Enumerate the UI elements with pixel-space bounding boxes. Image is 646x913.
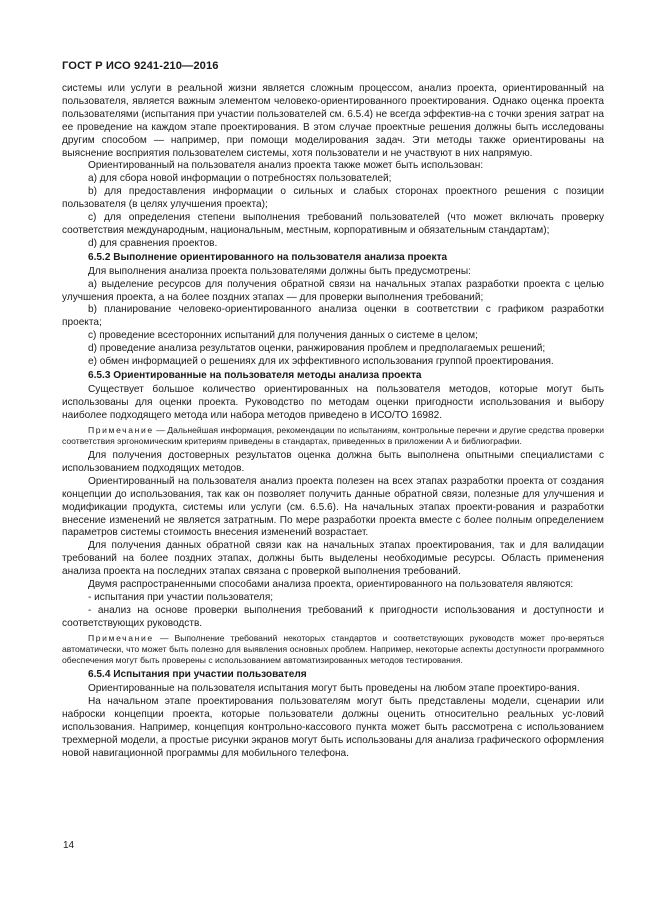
paragraph: Ориентированный на пользователя анализ проекта также может быть использован: <box>88 160 484 172</box>
paragraph: е) обмен информацией о решениях для их эффективного использования группой проектирования. <box>88 356 554 368</box>
paragraph: Для выполнения анализа проекта пользователями должны быть предусмотрены: <box>88 265 471 277</box>
paragraph: Существует большое количество ориентированных на пользователя методов, которые могут быть использованы для оценки проекта. Руководство по методам оценки пригодности использования и выбору наиболее подходящего метода или набора методов приведено в ИСО/ТО 16982. <box>62 383 604 421</box>
paragraph: с) проведение всесторонних испытаний для получения данных о системе в целом; <box>88 330 478 342</box>
document-body <box>62 83 604 761</box>
section-heading: 6.5.2 Выполнение ориентированного на пользователя анализа проекта <box>88 251 448 263</box>
section-heading: 6.5.3 Ориентированные на пользователя методы анализа проекта <box>88 369 422 381</box>
paragraph: Для получения достоверных результатов оценка должна быть выполнена опытными специалистами с использованием подходящих методов. <box>62 449 604 474</box>
section-heading: 6.5.4 Испытания при участии пользователя <box>88 669 307 681</box>
note-text: — Выполнение требований некоторых стандартов и соответствующих руководств может про-веряться автоматически, что может быть полезно для выявления основных проблем. Например, некоторые аспекты доступности программного обеспечения могут быть проверены с использованием автоматизированных методов тестирования. <box>62 632 604 666</box>
paragraph: Ориентированные на пользователя испытания могут быть проведены на любом этапе проектиро-вания. <box>88 683 580 695</box>
paragraph: Ориентированный на пользователя анализ проекта полезен на всех этапах разработки проекта от создания концепции до использования, так как он позволяет получить данные обратной связи, полезные для улучшения и модификации продукта, системы или услуги (см. 6.5.6). На начальных этапах проекти-рования и разработки внесение изменений не является затратным. По мере разработки проекта вместе с более полным определением параметров системы стоимость внесения изменений возрастает. <box>62 475 604 539</box>
paragraph: На начальном этапе проектирования пользователям могут быть представлены модели, сценарии или наброски концепции проекта, которые пользователи должны оценить относительно реальных ус-ловий использования. Например, концепция контрольно-кассового пункта может быть рассмотрена с использованием трехмерной модели, а простые рисунки экранов могут быть использованы для анализа графического оформления новой навигационной программы для мобильного телефона. <box>62 696 604 759</box>
note <box>62 633 604 667</box>
paragraph: b) для предоставления информации о сильных и слабых сторонах проектного решения с позиции пользователя (в целях улучшения проекта); <box>62 186 604 211</box>
paragraph: - анализ на основе проверки выполнения требований к пригодности использования и доступности и соответствующих руководств. <box>62 604 604 629</box>
paragraph: d) проведение анализа результатов оценки, ранжирования проблем и предполагаемых решений; <box>88 343 546 355</box>
paragraph: системы или услуги в реальной жизни является сложным процессом, анализ проекта, ориентированный на пользователя, является важным элементом человеко-ориентированного проектирования. Однако оценка проекта пользователями (испытания при участии пользователей см. 6.5.4) не всегда эффектив-на с точки зрения затрат на ее проведение на каждом этапе проектирования. В этом случае проектные решения должны быть исследованы другим способом — например, при помощи моделирования задач. Эти методы также ориентированы на выяснение восприятия пользователем системы, хотя пользователи и не участвуют в них напрямую. <box>62 83 604 159</box>
paragraph: а) выделение ресурсов для получения обратной связи на начальных этапах разработки проекта с целью улучшения проекта, а на более поздних этапах — для проверки выполнения требований; <box>62 278 604 303</box>
paragraph: а) для сбора новой информации о потребностях пользователей; <box>88 173 392 185</box>
paragraph: Двумя распространенными способами анализа проекта, ориентированного на пользователя являются: <box>88 579 574 591</box>
note <box>62 425 604 447</box>
note-label: Примечание <box>88 632 154 643</box>
paragraph: b) планирование человеко-ориентированного анализа оценки в соответствии с графиком разработки проекта; <box>62 304 604 329</box>
paragraph: d) для сравнения проектов. <box>88 237 218 249</box>
paragraph: - испытания при участии пользователя; <box>88 591 274 603</box>
page-number: 14 <box>63 840 75 851</box>
paragraph: с) для определения степени выполнения требований пользователей (что может включать проверку соответствия международным, национальным, местным, корпоративным и обязательным стандартам); <box>62 212 604 236</box>
document-header: ГОСТ Р ИСО 9241-210—2016 <box>62 60 219 72</box>
paragraph: Для получения данных обратной связи как на начальных этапах проектирования, так и для валидации требований на более поздних этапах, должны быть выделены необходимые ресурсы. Область применения анализа проекта на последних этапах связана с проверкой выполнения требований. <box>62 540 604 578</box>
note-label: Примечание <box>88 424 154 435</box>
note-text: — Дальнейшая информация, рекомендации по испытаниям, контрольные перечни и другие средства проверки соответствия эргономическим критериям приведены в стандартах, приведенных в приложении А и библиографии. <box>62 424 604 446</box>
